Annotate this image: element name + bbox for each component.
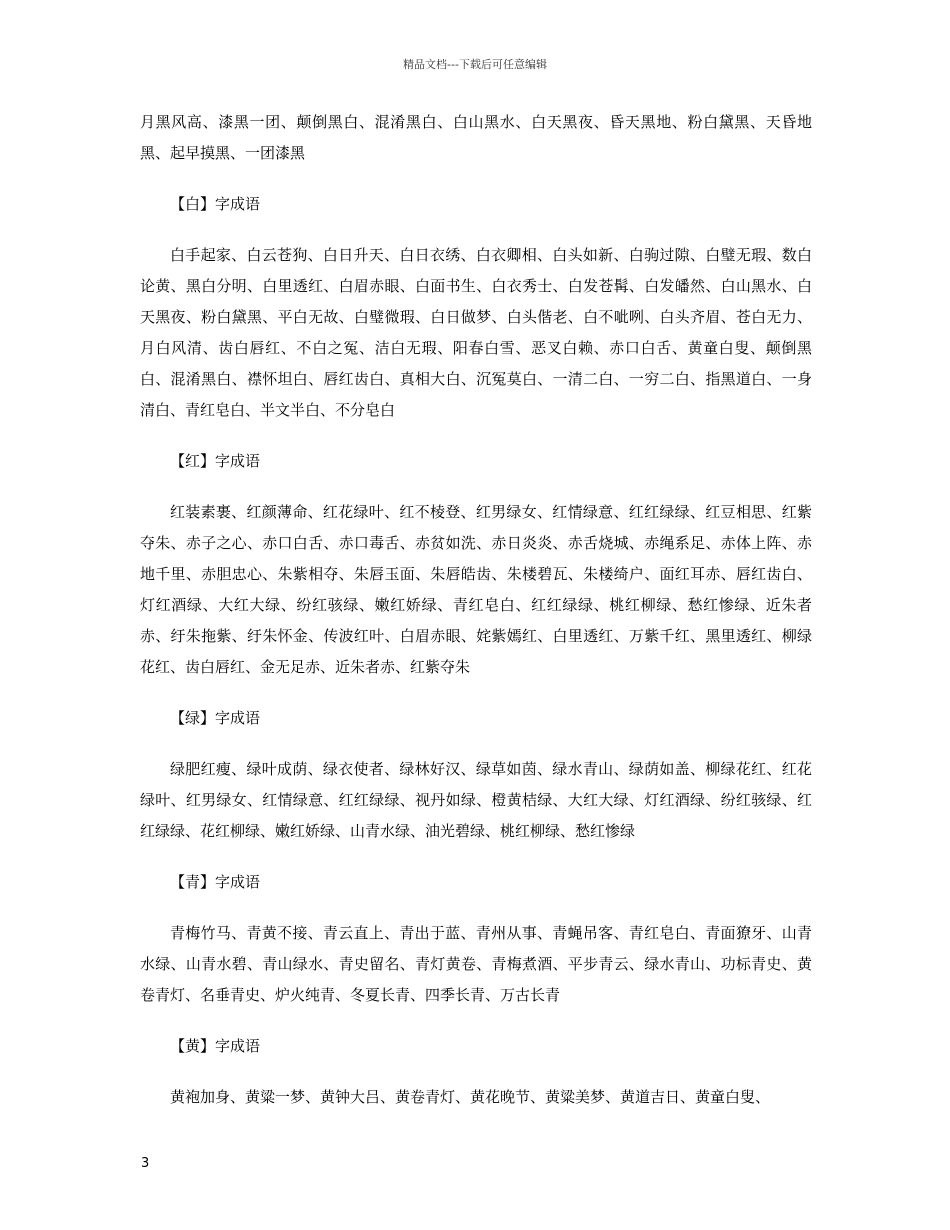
page-header: 精品文档---下载后可任意编辑 [403,58,547,71]
section-heading-hong: 【红】字成语 [170,452,261,470]
intro-paragraph: 月黑风高、漆黑一团、颠倒黑白、混淆黑白、白山黑水、白天黑夜、昏天黑地、粉白黛黑、天昏地黑、起早摸黑、一团漆黑 [140,113,812,162]
section-text-bai: 白手起家、白云苍狗、白日升天、白日衣绣、白衣卿相、白头如新、白驹过隙、白璧无瑕、数白论黄、黑白分明、白里透红、白眉赤眼、白面书生、白衣秀士、白发苍髯、白发皤然、白山黑水、白天黑夜、粉白黛黑、平白无故、白璧微瑕、白日做梦、白头偕老、白不呲咧、白头齐眉、苍白无力、月白风清、齿白唇红、不白之冤、洁白无瑕、阳春白雪、恶叉白赖、赤口白舌、黄童白叟、颠倒黑白、混淆黑白、襟怀坦白、唇红齿白、真相大白、沉冤莫白、一清二白、一穷二白、指黑道白、一身清白、青红皂白、半文半白、不分皂白 [140,246,812,419]
section-text-qing: 青梅竹马、青黄不接、青云直上、青出于蓝、青州从事、青蝇吊客、青红皂白、青面獠牙、山青水绿、山青水碧、青山绿水、青史留名、青灯黄卷、青梅煮酒、平步青云、绿水青山、功标青史、黄卷青灯、名垂青史、炉火纯青、冬夏长青、四季长青、万古长青 [140,924,812,1004]
section-heading-bai: 【白】字成语 [170,195,261,213]
section-text-hong: 红装素裹、红颜薄命、红花绿叶、红不棱登、红男绿女、红情绿意、红红绿绿、红豆相思、红紫夺朱、赤子之心、赤口白舌、赤口毒舌、赤贫如洗、赤日炎炎、赤舌烧城、赤绳系足、赤体上阵、赤地千里、赤胆忠心、朱紫相夺、朱唇玉面、朱唇皓齿、朱楼碧瓦、朱楼绮户、面红耳赤、唇红齿白、灯红酒绿、大红大绿、纷红骇绿、嫩红娇绿、青红皂白、红红绿绿、桃红柳绿、愁红惨绿、近朱者赤、纡朱拖紫、纡朱怀金、传波红叶、白眉赤眼、姹紫嫣红、白里透红、万紫千红、黑里透红、柳绿花红、齿白唇红、金无足赤、近朱者赤、红紫夺朱 [140,503,812,676]
section-heading-huang: 【黄】字成语 [170,1037,261,1055]
document-body [140,107,812,1113]
section-heading-qing: 【青】字成语 [170,873,261,891]
page-number: 3 [141,1156,150,1171]
section-heading-lv: 【绿】字成语 [170,709,261,727]
section-text-huang: 黄袍加身、黄粱一梦、黄钟大吕、黄卷青灯、黄花晚节、黄粱美梦、黄道吉日、黄童白叟、 [170,1088,771,1106]
section-text-lv: 绿肥红瘦、绿叶成荫、绿衣使者、绿林好汉、绿草如茵、绿水青山、绿荫如盖、柳绿花红、红花绿叶、红男绿女、红情绿意、红红绿绿、视丹如绿、橙黄桔绿、大红大绿、灯红酒绿、纷红骇绿、红红绿绿、花红柳绿、嫩红娇绿、山青水绿、油光碧绿、桃红柳绿、愁红惨绿 [140,760,812,840]
